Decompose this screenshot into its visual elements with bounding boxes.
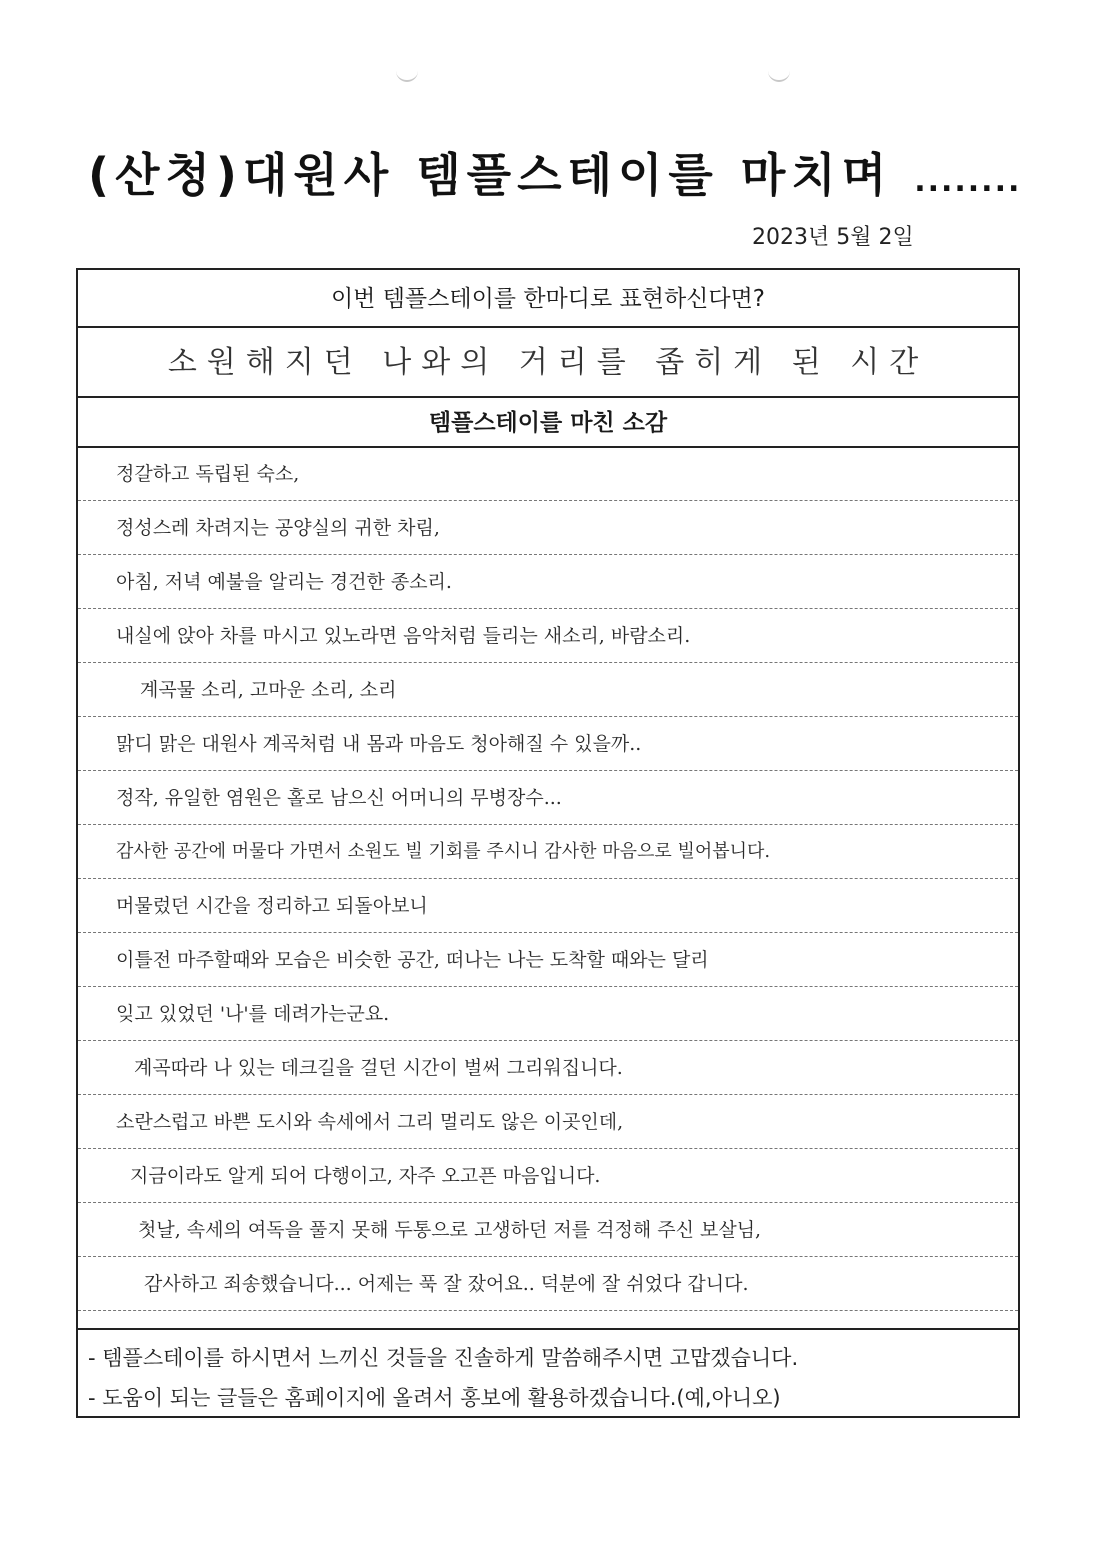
impression-line: 소란스럽고 바쁜 도시와 속세에서 그리 멀리도 않은 이곳인데, xyxy=(78,1096,1018,1149)
impression-line: 지금이라도 알게 되어 다행이고, 자주 오고픈 마음입니다. xyxy=(78,1150,1018,1203)
impression-line: 정작, 유일한 염원은 홀로 남으신 어머니의 무병장수... xyxy=(78,772,1018,825)
page-title xyxy=(88,140,1022,210)
punch-hole-mark xyxy=(396,68,418,82)
impression-line: 내실에 앉아 차를 마시고 있노라면 음악처럼 들리는 새소리, 바람소리. xyxy=(78,610,1018,663)
impression-line: 정갈하고 독립된 숙소, xyxy=(78,448,1018,501)
impression-line: 머물렀던 시간을 정리하고 되돌아보니 xyxy=(78,880,1018,933)
question-one: 이번 템플스테이를 한마디로 표현하신다면? xyxy=(78,270,1018,328)
impression-line: 감사하고 죄송했습니다... 어제는 푹 잘 잤어요.. 덕분에 잘 쉬었다 갑니다. xyxy=(78,1258,1018,1311)
impression-line: 계곡물 소리, 고마운 소리, 소리 xyxy=(78,664,1018,717)
impressions-heading: 템플스테이를 마친 소감 xyxy=(78,398,1018,448)
impression-line: 계곡따라 나 있는 데크길을 걸던 시간이 벌써 그리워집니다. xyxy=(78,1042,1018,1095)
impression-line: 이틀전 마주할때와 모습은 비슷한 공간, 떠나는 나는 도착할 때와는 달리 xyxy=(78,934,1018,987)
note-line: - 템플스테이를 하시면서 느끼신 것들을 진솔하게 말씀해주시면 고맙겠습니다. xyxy=(88,1346,799,1370)
impression-line: 아침, 저녁 예불을 알리는 경건한 종소리. xyxy=(78,556,1018,609)
note-line: - 도움이 되는 글들은 홈페이지에 올려서 홍보에 활용하겠습니다.(예,아니오) xyxy=(88,1386,781,1410)
survey-form xyxy=(76,268,1020,1418)
impression-line: 맑디 맑은 대원사 계곡처럼 내 몸과 마음도 청아해질 수 있을까.. xyxy=(78,718,1018,771)
answer-one: 소원해지던 나와의 거리를 좁히게 된 시간 xyxy=(78,328,1018,398)
impression-line: 잊고 있었던 '나'를 데려가는군요. xyxy=(78,988,1018,1041)
form-notes xyxy=(78,1328,1018,1418)
punch-hole-mark xyxy=(768,68,790,82)
impression-line: 첫날, 속세의 여독을 풀지 못해 두통으로 고생하던 저를 걱정해 주신 보살님, xyxy=(78,1204,1018,1257)
page-title-text: (산청)대원사 템플스테이를 마치며 xyxy=(88,148,893,202)
impressions-lines xyxy=(78,448,1018,1311)
impression-line: 감사한 공간에 머물다 가면서 소원도 빌 기회를 주시니 감사한 마음으로 빌어봅니다. xyxy=(78,826,1018,879)
date-text: 2023년 5월 2일 xyxy=(752,225,914,250)
impression-line: 정성스레 차려지는 공양실의 귀한 차림, xyxy=(78,502,1018,555)
title-dots: ........ xyxy=(914,164,1022,199)
